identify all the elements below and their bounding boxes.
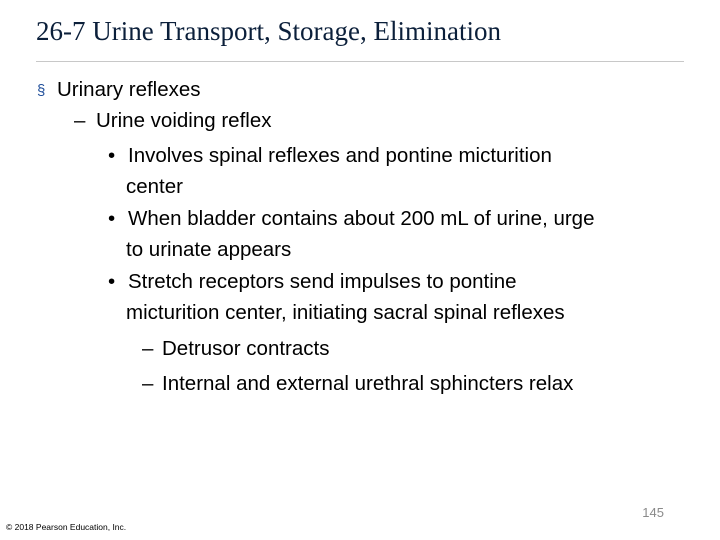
bullet-text: Urinary reflexes [57,78,201,101]
bullet-text-line: micturition center, initiating sacral spinal reflexes [126,301,565,324]
bullet-text-line: Stretch receptors send impulses to pontine [128,270,517,293]
bullet-text-line: to urinate appears [126,238,292,261]
dot-marker: • [108,270,116,293]
bullet-text-line: Involves spinal reflexes and pontine micturition [128,144,552,167]
bullet-text: Detrusor contracts [162,337,330,360]
dash-marker: – [142,372,154,395]
dash-marker: – [142,337,154,360]
dash-marker: – [74,109,86,132]
dot-marker: • [108,207,116,230]
bullet-text: Internal and external urethral sphincters relax [162,372,574,395]
copyright-notice: © 2018 Pearson Education, Inc. [6,522,127,532]
page-number: 145 [642,505,664,520]
section-marker: § [37,82,46,99]
bullet-text-line: When bladder contains about 200 mL of urine, urge [128,207,595,230]
bullet-text-line: center [126,175,183,198]
slide-title: 26-7 Urine Transport, Storage, Elimination [36,16,501,46]
title-rule [36,61,684,62]
dot-marker: • [108,144,116,167]
bullet-text: Urine voiding reflex [96,109,272,132]
